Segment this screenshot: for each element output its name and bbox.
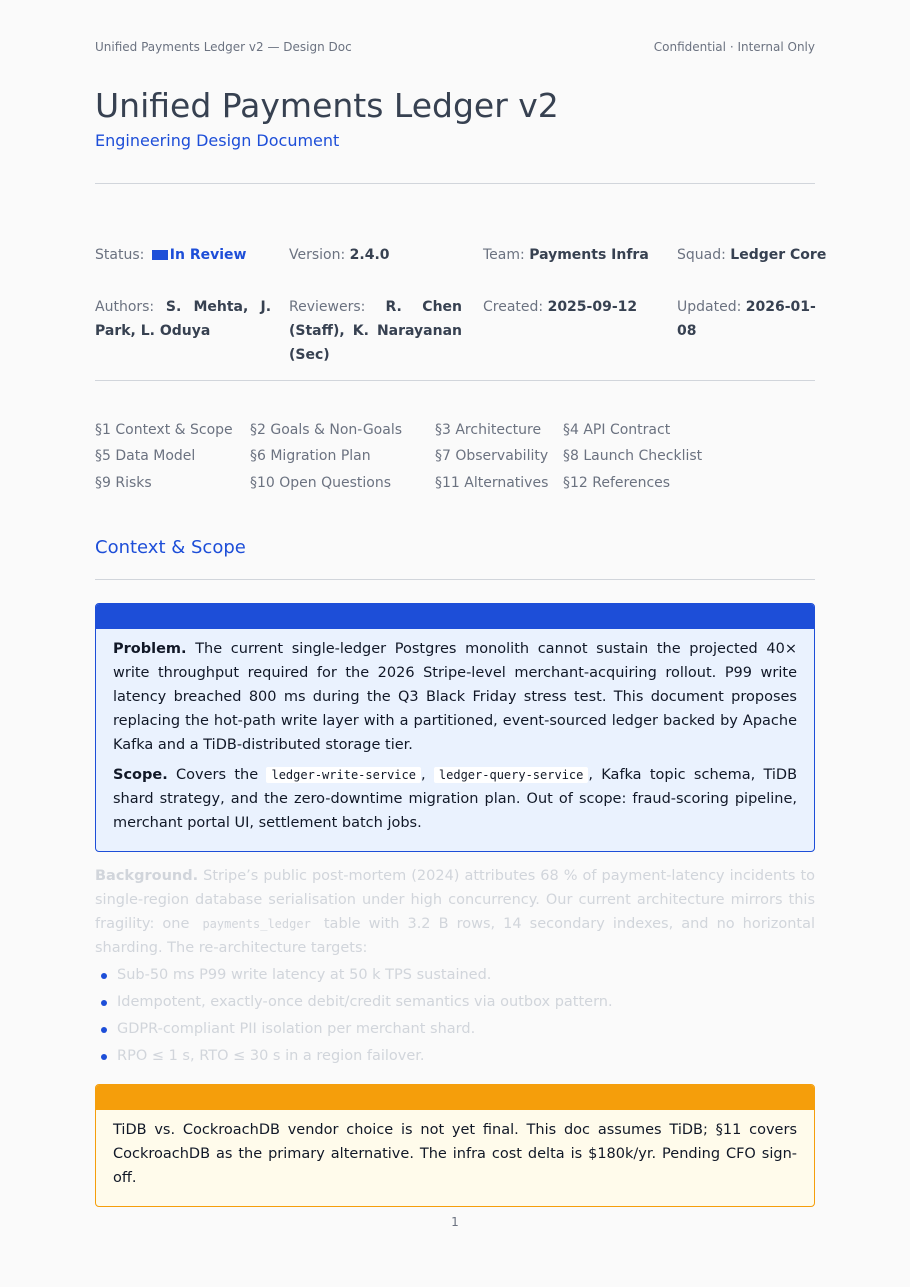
- background-paragraph: [95, 864, 815, 960]
- toc-link-api-contract[interactable]: §4 API Contract: [563, 422, 671, 438]
- background-text-1: Stripe’s public post-mortem (2024) attributes 68 % of payment-latency incidents to single-region database serialisation under high concurrency. Our current architecture mirrors this fragility: one: [95, 868, 816, 932]
- updated-value: 2026-01-08: [677, 299, 816, 339]
- warning-callout-body: [96, 1110, 814, 1206]
- problem-paragraph: [113, 637, 797, 757]
- background-section: [95, 864, 815, 1070]
- meta-authors: [95, 295, 271, 343]
- list-item-text: Sub-50 ms P99 write latency at 50 k TPS sustained.: [117, 967, 492, 983]
- scope-separator: ,: [420, 767, 426, 783]
- meta-updated: [677, 295, 827, 343]
- metadata-divider: [95, 380, 815, 381]
- bullet-icon: [101, 973, 107, 979]
- document-title: Unified Payments Ledger v2: [95, 86, 559, 125]
- meta-squad: [677, 243, 827, 267]
- created-label: Created:: [483, 299, 544, 315]
- status-badge: In Review: [169, 247, 247, 263]
- meta-version: [289, 243, 469, 267]
- bullet-icon: [101, 1054, 107, 1060]
- bullet-icon: [101, 1000, 107, 1006]
- toc-link-goals[interactable]: §2 Goals & Non-Goals: [250, 422, 403, 438]
- running-header: [95, 40, 815, 54]
- document-subtitle: Engineering Design Document: [95, 131, 340, 150]
- info-callout-bar: [96, 604, 814, 629]
- version-value: 2.4.0: [349, 247, 390, 263]
- list-item-text: GDPR-compliant PII isolation per merchant shard.: [117, 1021, 476, 1037]
- toc-link-architecture[interactable]: §3 Architecture: [435, 422, 542, 438]
- toc-link-alternatives[interactable]: §11 Alternatives: [435, 475, 549, 491]
- team-label: Team:: [483, 247, 525, 263]
- team-value: Payments Infra: [529, 247, 649, 263]
- scope-text-post: , Kafka topic schema, TiDB shard strategy, and the zero-downtime migration plan. Out of scope: fraud-scoring pipeline, merchant portal UI, settlement batch jobs.: [113, 767, 798, 831]
- problem-text: The current single-ledger Postgres monolith cannot sustain the projected 40× write throughput required for the 2026 Stripe-level merchant-acquiring rollout. P99 write latency breached 800 ms during the Q3 Black Friday stress test. This document proposes replacing the hot-path write layer with a partitioned, event-sourced ledger backed by Apache Kafka and a TiDB-distributed storage tier.: [113, 641, 797, 753]
- created-value: 2025-09-12: [547, 299, 638, 315]
- targets-list: [95, 962, 815, 1070]
- list-item: [95, 1043, 815, 1070]
- title-divider: [95, 183, 815, 184]
- toc-link-references[interactable]: §12 References: [563, 475, 671, 491]
- updated-label: Updated:: [677, 299, 742, 315]
- toc-link-data-model[interactable]: §5 Data Model: [95, 448, 196, 464]
- list-item: [95, 962, 815, 989]
- code-ledger-write-service: ledger-write-service: [266, 767, 421, 783]
- info-callout-body: [96, 629, 814, 851]
- background-text-2: table with 3.2 B rows, 14 secondary indexes, and no horizontal sharding. The re-architecture targets:: [95, 916, 816, 956]
- warning-text: TiDB vs. CockroachDB vendor choice is not yet final. This doc assumes TiDB; §11 covers CockroachDB as the primary alternative. The infra cost delta is $180k/yr. Pending CFO sign-off.: [113, 1122, 797, 1186]
- header-doc-title: Unified Payments Ledger v2 — Design Doc: [95, 40, 352, 54]
- scope-text-pre: Covers the: [176, 767, 259, 783]
- status-square-icon: [152, 250, 168, 260]
- header-confidentiality: Confidential · Internal Only: [653, 40, 815, 54]
- reviewers-value: R. Chen (Staff), K. Narayanan (Sec): [289, 299, 463, 363]
- list-item: [95, 989, 815, 1016]
- warning-callout: [95, 1084, 815, 1207]
- status-label: Status:: [95, 247, 145, 263]
- squad-value: Ledger Core: [730, 247, 827, 263]
- authors-label: Authors:: [95, 299, 155, 315]
- code-payments-ledger: payments_ledger: [202, 917, 311, 931]
- bullet-icon: [101, 1027, 107, 1033]
- section-heading: Context & Scope: [95, 537, 246, 558]
- meta-created: [483, 295, 663, 319]
- list-item-text: Idempotent, exactly-once debit/credit semantics via outbox pattern.: [117, 994, 613, 1010]
- toc-link-context-scope[interactable]: §1 Context & Scope: [95, 422, 233, 438]
- authors-value: S. Mehta, J. Park, L. Oduya: [95, 299, 272, 339]
- section-divider: [95, 579, 815, 580]
- version-label: Version:: [289, 247, 346, 263]
- meta-reviewers: [289, 295, 462, 367]
- squad-label: Squad:: [677, 247, 726, 263]
- page-number: 1: [451, 1215, 459, 1229]
- list-item-text: RPO ≤ 1 s, RTO ≤ 30 s in a region failover.: [117, 1048, 425, 1064]
- scope-paragraph: [113, 763, 797, 835]
- toc-link-launch-checklist[interactable]: §8 Launch Checklist: [563, 448, 703, 464]
- toc-link-migration-plan[interactable]: §6 Migration Plan: [250, 448, 371, 464]
- warning-callout-bar: [96, 1085, 814, 1110]
- toc-link-open-questions[interactable]: §10 Open Questions: [250, 475, 392, 491]
- reviewers-label: Reviewers:: [289, 299, 366, 315]
- code-ledger-query-service: ledger-query-service: [434, 767, 589, 783]
- toc-link-risks[interactable]: §9 Risks: [95, 475, 152, 491]
- info-callout: [95, 603, 815, 852]
- meta-team: [483, 243, 663, 267]
- toc-link-observability[interactable]: §7 Observability: [435, 448, 549, 464]
- background-label: Background.: [95, 868, 199, 884]
- meta-status: [95, 243, 275, 267]
- problem-label: Problem.: [113, 641, 187, 657]
- list-item: [95, 1016, 815, 1043]
- scope-label: Scope.: [113, 767, 168, 783]
